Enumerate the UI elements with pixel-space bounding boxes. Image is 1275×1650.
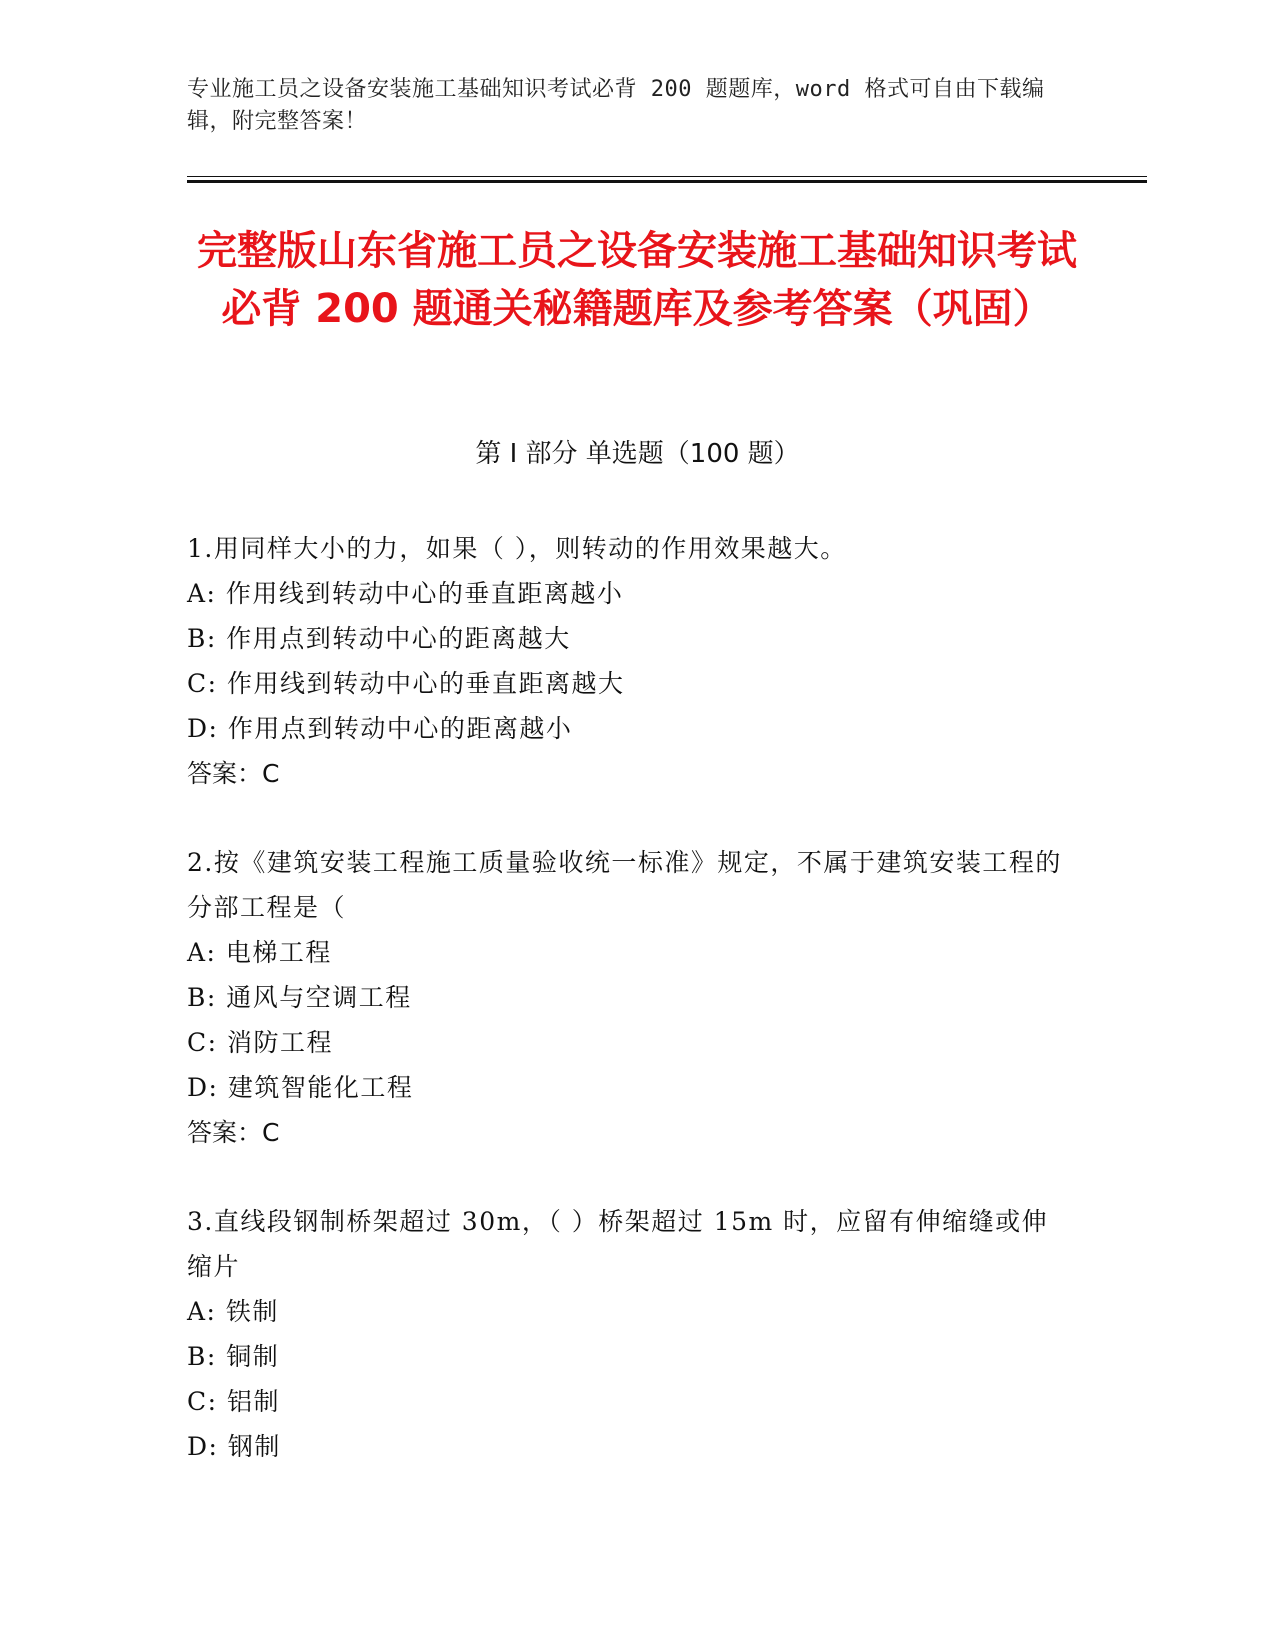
section-heading: 第 I 部分 单选题（100 题） xyxy=(475,439,800,469)
option-d: D: 钢制 xyxy=(187,1432,281,1461)
header-divider-thin xyxy=(187,176,1147,177)
option-a: A: 电梯工程 xyxy=(187,938,332,967)
question-2 xyxy=(187,840,1067,1155)
question-1 xyxy=(187,526,1067,796)
question-stem: 3.直线段钢制桥架超过 30m，（ ）桥架超过 15m 时，应留有伸缩缝或伸缩片 xyxy=(187,1207,1049,1281)
option-d: D: 作用点到转动中心的距离越小 xyxy=(187,714,573,743)
question-3 xyxy=(187,1199,1067,1469)
option-c: C: 作用线到转动中心的垂直距离越大 xyxy=(187,669,625,698)
question-stem: 2.按《建筑安装工程施工质量验收统一标准》规定，不属于建筑安装工程的分部工程是（ xyxy=(187,848,1062,922)
option-d: D: 建筑智能化工程 xyxy=(187,1073,414,1102)
question-list xyxy=(187,526,1067,1469)
document-title: 完整版山东省施工员之设备安装施工基础知识考试必背 200 题通关秘籍题库及参考答案（巩固） xyxy=(197,228,1077,332)
question-spacer xyxy=(187,1155,1067,1199)
option-b: B: 作用点到转动中心的距离越大 xyxy=(187,624,571,653)
option-b: B: 通风与空调工程 xyxy=(187,983,412,1012)
option-a: A: 铁制 xyxy=(187,1297,279,1326)
header-note: 专业施工员之设备安装施工基础知识考试必背 200 题题库，word 格式可自由下载编辑，附完整答案！ xyxy=(187,77,1045,134)
question-stem: 1.用同样大小的力，如果（ ），则转动的作用效果越大。 xyxy=(187,534,847,563)
question-spacer xyxy=(187,796,1067,840)
option-c: C: 铝制 xyxy=(187,1387,280,1416)
option-b: B: 铜制 xyxy=(187,1342,280,1371)
answer-line: 答案：C xyxy=(187,759,280,788)
header-divider-thick xyxy=(187,180,1147,183)
option-c: C: 消防工程 xyxy=(187,1028,333,1057)
answer-line: 答案：C xyxy=(187,1118,280,1147)
option-a: A: 作用线到转动中心的垂直距离越小 xyxy=(187,579,624,608)
